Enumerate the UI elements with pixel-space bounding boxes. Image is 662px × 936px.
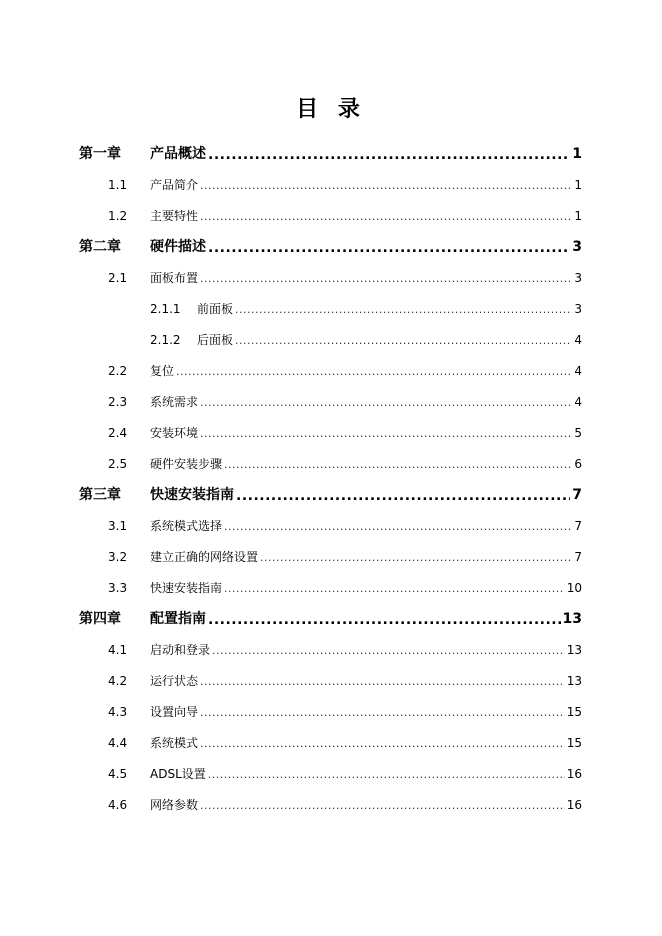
dot-leader — [200, 177, 572, 195]
toc-section-row[interactable] — [0, 268, 662, 288]
toc-entry-number: 3.2 — [108, 550, 128, 564]
dot-leader — [224, 518, 572, 536]
toc-entry-line — [150, 237, 582, 257]
dot-leader — [200, 673, 565, 691]
toc-entry-number: 第四章 — [79, 611, 121, 627]
toc-entry-line — [150, 671, 582, 691]
toc-entry-number: 2.2 — [108, 364, 128, 378]
toc-entry-page-number: 4 — [574, 364, 582, 378]
toc-entry-number: 2.4 — [108, 426, 128, 440]
toc-section-row[interactable] — [0, 175, 662, 195]
dot-leader — [200, 270, 572, 288]
toc-entry-number: 1.2 — [108, 209, 128, 223]
toc-entry-number: 2.3 — [108, 395, 128, 409]
toc-section-row[interactable] — [0, 733, 662, 753]
toc-entry-page-number: 16 — [566, 767, 582, 781]
toc-entry-page-number: 3 — [574, 302, 582, 316]
page-title: 目 录 — [296, 97, 366, 122]
dot-leader — [208, 147, 570, 164]
toc-section-row[interactable] — [0, 795, 662, 815]
toc-entry-line — [150, 268, 582, 288]
toc-entry-line — [150, 764, 582, 784]
toc-entry-number: 第二章 — [79, 239, 121, 255]
dot-leader — [200, 735, 565, 753]
toc-entry-line — [150, 733, 582, 753]
toc-entry-label: 后面板 — [197, 333, 234, 347]
toc-entry-line — [150, 578, 582, 598]
toc-section-row[interactable] — [0, 702, 662, 722]
toc-entry-page-number: 6 — [574, 457, 582, 471]
toc-section-row[interactable] — [0, 547, 662, 567]
toc-entry-label: 快速安装指南 — [150, 487, 234, 503]
toc-entry-label: 安装环境 — [150, 426, 199, 440]
toc-entry-number: 2.1.1 — [150, 302, 181, 316]
toc-entry-page-number: 4 — [574, 333, 582, 347]
toc-entry-label: 系统模式 — [150, 736, 199, 750]
dot-leader — [208, 240, 570, 257]
dot-leader — [200, 394, 572, 412]
toc-entry-label: 硬件描述 — [150, 239, 206, 255]
toc-entry-line — [197, 330, 582, 350]
toc-section-row[interactable] — [0, 392, 662, 412]
toc-chapter-row[interactable] — [0, 144, 662, 164]
toc-entry-page-number: 13 — [566, 674, 582, 688]
toc-entry-number: 4.2 — [108, 674, 128, 688]
toc-entry-label: 配置指南 — [150, 611, 206, 627]
dot-leader — [200, 208, 572, 226]
toc-sub-row[interactable] — [0, 299, 662, 319]
toc-section-row[interactable] — [0, 578, 662, 598]
toc-section-row[interactable] — [0, 423, 662, 443]
toc-entry-line — [150, 547, 582, 567]
toc-entry-label: 产品简介 — [150, 178, 199, 192]
toc-entry-label: 系统需求 — [150, 395, 199, 409]
toc-entry-number: 第三章 — [79, 487, 121, 503]
dot-leader — [176, 363, 572, 381]
toc-entry-line — [150, 485, 582, 505]
toc-entry-number: 2.5 — [108, 457, 128, 471]
toc-entry-line — [150, 144, 582, 164]
toc-entry-page-number: 7 — [574, 519, 582, 533]
toc-entry-page-number: 15 — [566, 736, 582, 750]
toc-entry-page-number: 3 — [574, 271, 582, 285]
toc-entry-line — [150, 392, 582, 412]
toc-section-row[interactable] — [0, 454, 662, 474]
toc-entry-line — [150, 702, 582, 722]
toc-entry-number: 2.1.2 — [150, 333, 181, 347]
toc-entry-line — [150, 423, 582, 443]
toc-entry-label: 网络参数 — [150, 798, 199, 812]
toc-chapter-row[interactable] — [0, 485, 662, 505]
dot-leader — [224, 580, 565, 598]
toc-chapter-row[interactable] — [0, 237, 662, 257]
dot-leader — [212, 642, 565, 660]
dot-leader — [235, 301, 572, 319]
dot-leader — [208, 766, 565, 784]
toc-entry-page-number: 7 — [572, 487, 582, 503]
toc-entry-line — [150, 609, 582, 629]
toc-entry-number: 1.1 — [108, 178, 128, 192]
dot-leader — [236, 488, 570, 505]
toc-entry-number: 4.6 — [108, 798, 128, 812]
toc-entry-label: 产品概述 — [150, 146, 206, 162]
toc-entry-line — [150, 361, 582, 381]
toc-entry-page-number: 5 — [574, 426, 582, 440]
toc-entry-label: 主要特性 — [150, 209, 199, 223]
dot-leader — [224, 456, 572, 474]
toc-entry-page-number: 13 — [566, 643, 582, 657]
toc-section-row[interactable] — [0, 206, 662, 226]
toc-section-row[interactable] — [0, 361, 662, 381]
toc-chapter-row[interactable] — [0, 609, 662, 629]
toc-entry-label: ADSL设置 — [150, 767, 206, 781]
toc-entry-number: 4.3 — [108, 705, 128, 719]
toc-sub-row[interactable] — [0, 330, 662, 350]
toc-section-row[interactable] — [0, 640, 662, 660]
toc-section-row[interactable] — [0, 764, 662, 784]
toc-entry-label: 快速安装指南 — [150, 581, 223, 595]
toc-entry-page-number: 13 — [562, 611, 582, 627]
toc-entry-line — [150, 516, 582, 536]
toc-entry-line — [150, 795, 582, 815]
toc-entry-number: 4.5 — [108, 767, 128, 781]
dot-leader — [235, 332, 572, 350]
toc-entry-number: 2.1 — [108, 271, 128, 285]
toc-entry-label: 前面板 — [197, 302, 234, 316]
toc-entry-page-number: 10 — [566, 581, 582, 595]
toc-entry-label: 建立正确的网络设置 — [150, 550, 259, 564]
toc-entry-page-number: 3 — [572, 239, 582, 255]
toc-entry-page-number: 1 — [574, 209, 582, 223]
toc-entry-label: 系统模式选择 — [150, 519, 223, 533]
toc-entry-number: 4.1 — [108, 643, 128, 657]
toc-entry-number: 第一章 — [79, 146, 121, 162]
toc-entry-line — [150, 175, 582, 195]
toc-entry-line — [197, 299, 582, 319]
toc-entry-number: 3.3 — [108, 581, 128, 595]
toc-entry-line — [150, 206, 582, 226]
toc-entry-label: 硬件安装步骤 — [150, 457, 223, 471]
toc-entry-page-number: 16 — [566, 798, 582, 812]
toc-entry-page-number: 15 — [566, 705, 582, 719]
toc-entry-number: 3.1 — [108, 519, 128, 533]
toc-entry-label: 复位 — [150, 364, 175, 378]
dot-leader — [200, 797, 565, 815]
toc-section-row[interactable] — [0, 516, 662, 536]
toc-entry-line — [150, 454, 582, 474]
toc-entry-label: 运行状态 — [150, 674, 199, 688]
toc-entry-label: 面板布置 — [150, 271, 199, 285]
dot-leader — [200, 425, 572, 443]
toc-entry-page-number: 7 — [574, 550, 582, 564]
toc-section-row[interactable] — [0, 671, 662, 691]
dot-leader — [200, 704, 565, 722]
dot-leader — [260, 549, 572, 567]
toc-entry-page-number: 4 — [574, 395, 582, 409]
dot-leader — [208, 612, 561, 629]
toc-entry-page-number: 1 — [574, 178, 582, 192]
toc-entry-line — [150, 640, 582, 660]
toc-entry-number: 4.4 — [108, 736, 128, 750]
toc-entry-label: 启动和登录 — [150, 643, 211, 657]
toc-entry-label: 设置向导 — [150, 705, 199, 719]
toc-entry-page-number: 1 — [572, 146, 582, 162]
